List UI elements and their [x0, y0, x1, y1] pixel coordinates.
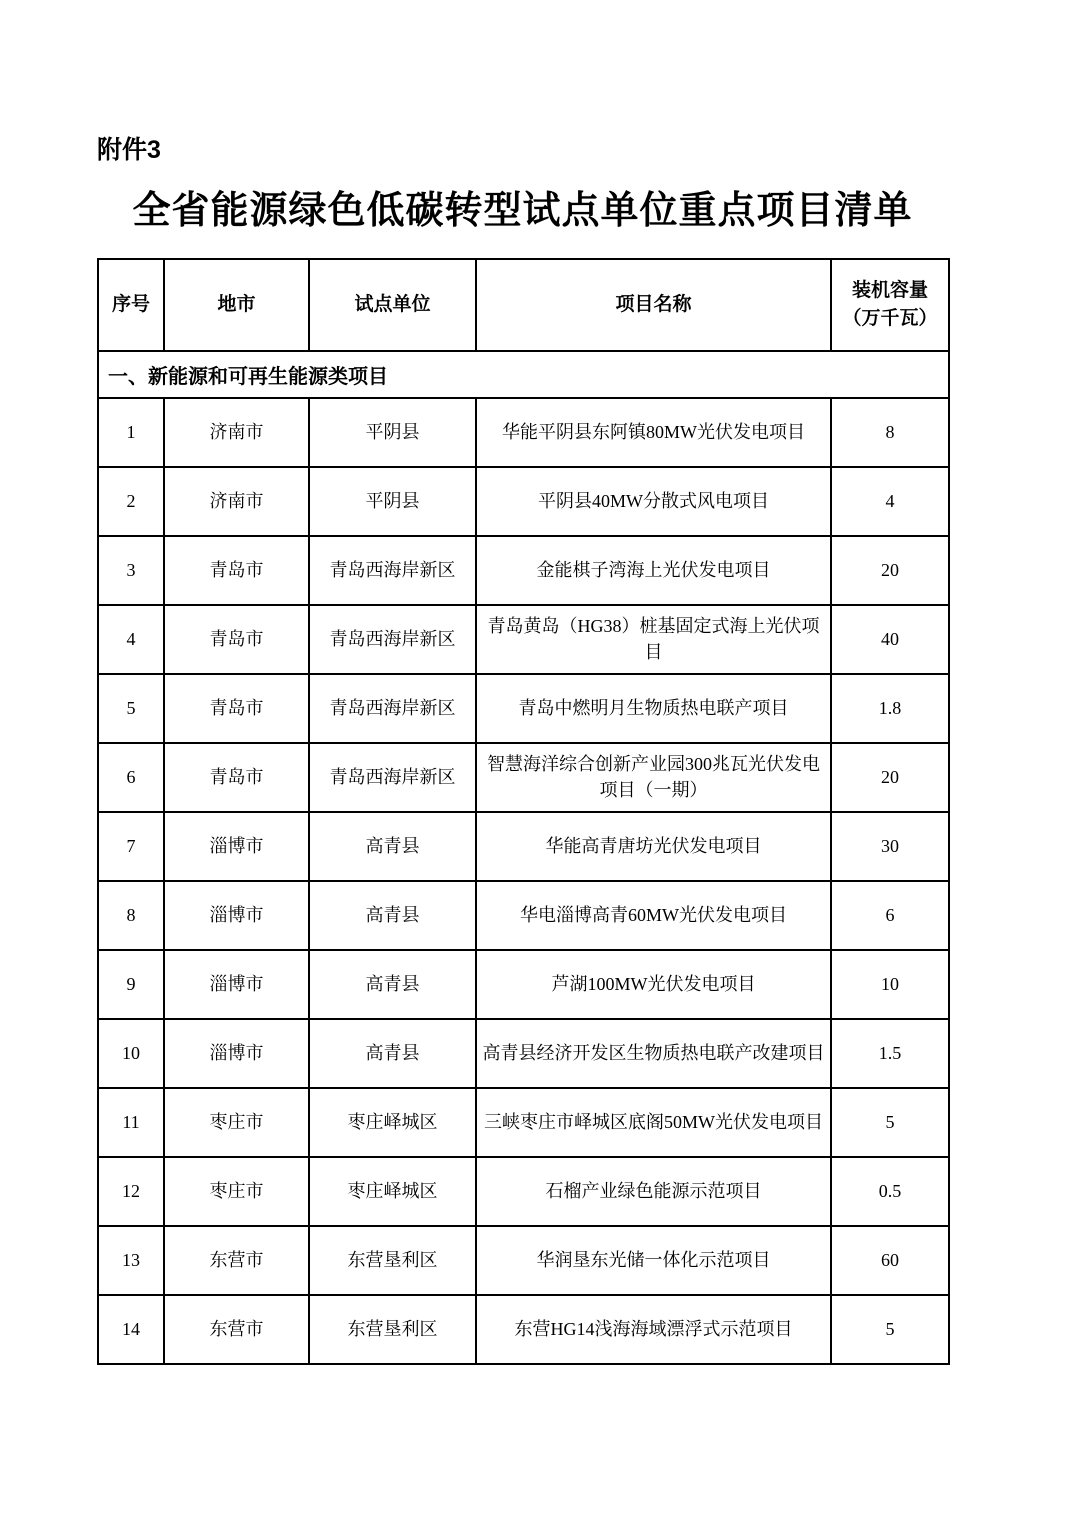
- table-row: [98, 1088, 949, 1157]
- table-header-row: [98, 259, 949, 351]
- cell-no: 7: [98, 812, 164, 881]
- header-cell-capacity: 装机容量（万千瓦）: [831, 259, 949, 351]
- cell-city: 枣庄市: [164, 1088, 309, 1157]
- cell-project: 智慧海洋综合创新产业园300兆瓦光伏发电项目（一期）: [476, 743, 831, 812]
- table-row: [98, 1226, 949, 1295]
- section-row: [98, 351, 949, 398]
- table-row: [98, 536, 949, 605]
- cell-unit: 青岛西海岸新区: [309, 536, 476, 605]
- table-row: [98, 812, 949, 881]
- projects-table: [97, 258, 950, 1365]
- table-row: [98, 467, 949, 536]
- cell-city: 济南市: [164, 467, 309, 536]
- section-title: 一、新能源和可再生能源类项目: [98, 351, 949, 398]
- cell-project: 华润垦东光储一体化示范项目: [476, 1226, 831, 1295]
- cell-no: 2: [98, 467, 164, 536]
- cell-unit: 高青县: [309, 812, 476, 881]
- header-cell-unit: 试点单位: [309, 259, 476, 351]
- cell-capacity: 1.8: [831, 674, 949, 743]
- cell-unit: 高青县: [309, 1019, 476, 1088]
- cell-city: 淄博市: [164, 950, 309, 1019]
- cell-unit: 枣庄峄城区: [309, 1088, 476, 1157]
- cell-project: 金能棋子湾海上光伏发电项目: [476, 536, 831, 605]
- cell-no: 8: [98, 881, 164, 950]
- cell-project: 石榴产业绿色能源示范项目: [476, 1157, 831, 1226]
- cell-city: 东营市: [164, 1226, 309, 1295]
- cell-project: 平阴县40MW分散式风电项目: [476, 467, 831, 536]
- table-row: [98, 605, 949, 674]
- cell-no: 3: [98, 536, 164, 605]
- cell-capacity: 40: [831, 605, 949, 674]
- cell-unit: 高青县: [309, 881, 476, 950]
- cell-project: 东营HG14浅海海域漂浮式示范项目: [476, 1295, 831, 1364]
- cell-no: 13: [98, 1226, 164, 1295]
- cell-project: 华能高青唐坊光伏发电项目: [476, 812, 831, 881]
- cell-capacity: 0.5: [831, 1157, 949, 1226]
- cell-no: 9: [98, 950, 164, 1019]
- table-row: [98, 881, 949, 950]
- cell-capacity: 1.5: [831, 1019, 949, 1088]
- cell-project: 青岛黄岛（HG38）桩基固定式海上光伏项目: [476, 605, 831, 674]
- cell-no: 6: [98, 743, 164, 812]
- cell-city: 济南市: [164, 398, 309, 467]
- cell-city: 青岛市: [164, 605, 309, 674]
- cell-unit: 高青县: [309, 950, 476, 1019]
- cell-city: 淄博市: [164, 812, 309, 881]
- cell-capacity: 20: [831, 536, 949, 605]
- cell-unit: 平阴县: [309, 398, 476, 467]
- attachment-label: 附件3: [97, 136, 161, 164]
- table-row: [98, 674, 949, 743]
- cell-unit: 青岛西海岸新区: [309, 743, 476, 812]
- cell-capacity: 5: [831, 1295, 949, 1364]
- cell-no: 4: [98, 605, 164, 674]
- table-row: [98, 1019, 949, 1088]
- cell-no: 10: [98, 1019, 164, 1088]
- cell-project: 华电淄博高青60MW光伏发电项目: [476, 881, 831, 950]
- table-row: [98, 950, 949, 1019]
- cell-capacity: 10: [831, 950, 949, 1019]
- cell-unit: 青岛西海岸新区: [309, 605, 476, 674]
- table-row: [98, 743, 949, 812]
- cell-capacity: 5: [831, 1088, 949, 1157]
- cell-city: 青岛市: [164, 743, 309, 812]
- cell-no: 1: [98, 398, 164, 467]
- header-cell-no: 序号: [98, 259, 164, 351]
- cell-project: 芦湖100MW光伏发电项目: [476, 950, 831, 1019]
- cell-city: 青岛市: [164, 674, 309, 743]
- cell-capacity: 6: [831, 881, 949, 950]
- cell-no: 5: [98, 674, 164, 743]
- cell-project: 高青县经济开发区生物质热电联产改建项目: [476, 1019, 831, 1088]
- cell-city: 淄博市: [164, 881, 309, 950]
- cell-no: 14: [98, 1295, 164, 1364]
- cell-no: 12: [98, 1157, 164, 1226]
- cell-city: 东营市: [164, 1295, 309, 1364]
- cell-capacity: 30: [831, 812, 949, 881]
- table-row: [98, 1295, 949, 1364]
- table-body: [98, 351, 949, 1364]
- cell-city: 枣庄市: [164, 1157, 309, 1226]
- cell-project: 三峡枣庄市峄城区底阁50MW光伏发电项目: [476, 1088, 831, 1157]
- cell-project: 华能平阴县东阿镇80MW光伏发电项目: [476, 398, 831, 467]
- cell-capacity: 8: [831, 398, 949, 467]
- cell-project: 青岛中燃明月生物质热电联产项目: [476, 674, 831, 743]
- table-row: [98, 1157, 949, 1226]
- cell-city: 青岛市: [164, 536, 309, 605]
- cell-unit: 青岛西海岸新区: [309, 674, 476, 743]
- cell-city: 淄博市: [164, 1019, 309, 1088]
- cell-no: 11: [98, 1088, 164, 1157]
- cell-capacity: 4: [831, 467, 949, 536]
- table-row: [98, 398, 949, 467]
- header-cell-project: 项目名称: [476, 259, 831, 351]
- header-cell-city: 地市: [164, 259, 309, 351]
- cell-unit: 平阴县: [309, 467, 476, 536]
- cell-unit: 枣庄峄城区: [309, 1157, 476, 1226]
- page-title: 全省能源绿色低碳转型试点单位重点项目清单: [132, 190, 913, 232]
- cell-unit: 东营垦利区: [309, 1226, 476, 1295]
- cell-unit: 东营垦利区: [309, 1295, 476, 1364]
- cell-capacity: 20: [831, 743, 949, 812]
- cell-capacity: 60: [831, 1226, 949, 1295]
